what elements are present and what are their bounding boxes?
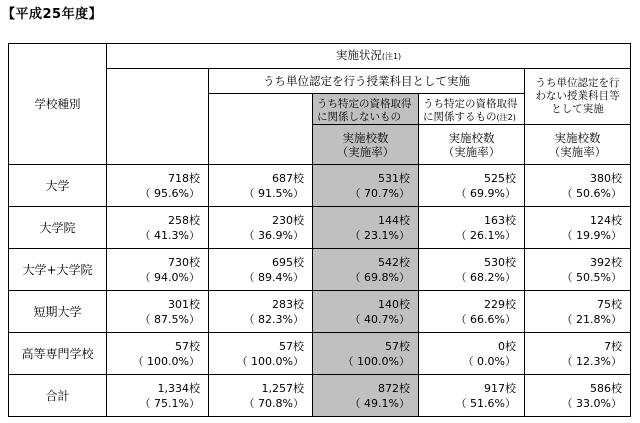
data-cell: 124校 （ 19.9%） <box>525 207 631 249</box>
data-cell: 392校 （ 50.5%） <box>525 249 631 291</box>
table-row-total <box>9 375 631 417</box>
data-cell: 0校 （ 0.0%） <box>419 333 525 375</box>
table-row <box>9 165 631 207</box>
data-cell: 542校 （ 69.8%） <box>313 249 419 291</box>
header-specific-related: うち特定の資格取得に関係するもの(注2) <box>419 94 525 125</box>
col-label-unrelated: 実施校数 （実施率） <box>313 125 419 165</box>
data-cell: 301校 （ 87.5%） <box>107 291 209 333</box>
header-specific-unrelated: うち特定の資格取得に関係しないもの <box>313 94 419 125</box>
table-row <box>9 333 631 375</box>
data-cell: 530校 （ 68.2%） <box>419 249 525 291</box>
data-cell: 57校 （ 100.0%） <box>313 333 419 375</box>
row-label: 短期大学 <box>9 291 107 333</box>
header-with-credit-spacer <box>209 94 313 165</box>
data-cell: 730校 （ 94.0%） <box>107 249 209 291</box>
header-implementation: 実施状況(注1) <box>107 44 631 69</box>
data-cell: 57校 （ 100.0%） <box>209 333 313 375</box>
data-cell: 380校 （ 50.6%） <box>525 165 631 207</box>
row-label: 大学院 <box>9 207 107 249</box>
row-label: 大学+大学院 <box>9 249 107 291</box>
statistics-table <box>8 43 631 417</box>
data-cell: 872校 （ 49.1%） <box>313 375 419 417</box>
data-cell: 230校 （ 36.9%） <box>209 207 313 249</box>
col-label-without-credit: 実施校数 （実施率） <box>525 125 631 165</box>
year-label: 【平成25年度】 <box>2 7 103 22</box>
table-row <box>9 291 631 333</box>
data-cell: 140校 （ 40.7%） <box>313 291 419 333</box>
header-without-credit: うち単位認定を行わない授業科目等として実施 <box>525 69 631 125</box>
data-cell: 57校 （ 100.0%） <box>107 333 209 375</box>
table-row <box>9 249 631 291</box>
data-cell: 917校 （ 51.6%） <box>419 375 525 417</box>
data-cell: 718校 （ 95.6%） <box>107 165 209 207</box>
data-cell: 163校 （ 26.1%） <box>419 207 525 249</box>
header-total-spacer <box>107 69 209 165</box>
row-label: 高等専門学校 <box>9 333 107 375</box>
data-cell: 229校 （ 66.6%） <box>419 291 525 333</box>
col-label-related: 実施校数 （実施率） <box>419 125 525 165</box>
data-cell: 258校 （ 41.3%） <box>107 207 209 249</box>
data-cell: 586校 （ 33.0%） <box>525 375 631 417</box>
data-cell: 75校 （ 21.8%） <box>525 291 631 333</box>
data-cell: 144校 （ 23.1%） <box>313 207 419 249</box>
table-row <box>9 207 631 249</box>
data-cell: 7校 （ 12.3%） <box>525 333 631 375</box>
header-school-type: 学校種別 <box>9 44 107 165</box>
data-cell: 283校 （ 82.3%） <box>209 291 313 333</box>
data-cell: 695校 （ 89.4%） <box>209 249 313 291</box>
data-cell: 531校 （ 70.7%） <box>313 165 419 207</box>
row-label: 合計 <box>9 375 107 417</box>
data-cell: 1,334校 （ 75.1%） <box>107 375 209 417</box>
data-cell: 1,257校 （ 70.8%） <box>209 375 313 417</box>
row-label: 大学 <box>9 165 107 207</box>
data-cell: 687校 （ 91.5%） <box>209 165 313 207</box>
data-cell: 525校 （ 69.9%） <box>419 165 525 207</box>
header-with-credit: うち単位認定を行う授業科目として実施 <box>209 69 525 94</box>
